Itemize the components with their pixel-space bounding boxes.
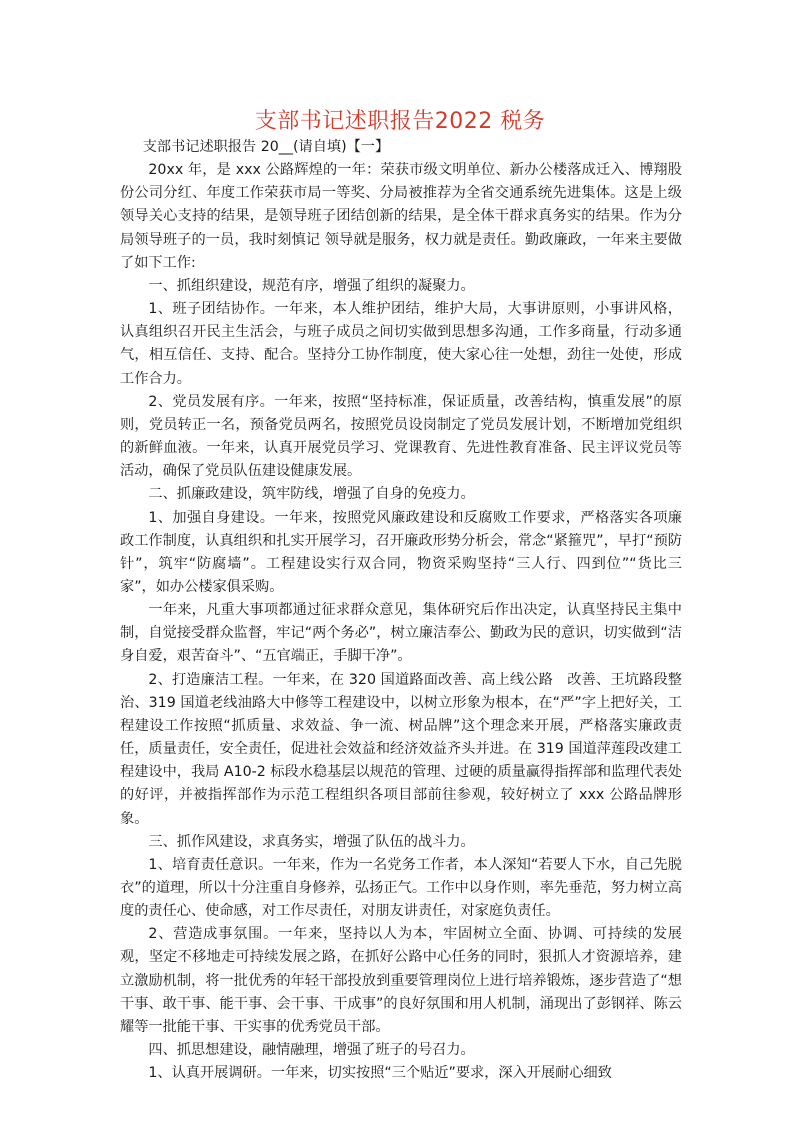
section-heading: 二、抓廉政建设，筑牢防线，增强了自身的免疫力。 <box>148 486 475 503</box>
paragraph: 一年来，凡重大事项都通过征求群众意见，集体研究后作出决定，认真坚持民主集中制，自觉接受群众监督，牢记“两个务必”，树立廉洁奉公、勤政为民的意识，切实做到“洁身自爱，艰苦奋斗”、“五官端正，手脚干净”。 <box>120 602 682 665</box>
document-body <box>120 136 682 1085</box>
paragraph: 1、班子团结协作。一年来，本人维护团结，维护大局，大事讲原则，小事讲风格，认真组织召开民主生活会，与班子成员之间切实做到思想多沟通，工作多商量，行动多通气，相互信任、支持、配合。坚持分工协作制度，使大家心往一处想，劲往一处使，形成工作合力。 <box>120 301 682 387</box>
paragraph: 2、营造成事氛围。一年来，坚持以人为本，牢固树立全面、协调、可持续的发展观，坚定不移地走可持续发展之路，在抓好公路中心任务的同时，狠抓人才资源培养，建立激励机制，将一批优秀的年轻干部投放到重要管理岗位上进行培养锻炼，逐步营造了“想干事、敢干事、能干事、会干事、干成事”的良好氛围和用人机制，涌现出了彭钢祥、陈云耀等一批能干事、干实事的优秀党员干部。 <box>120 926 682 1035</box>
section-heading: 一、抓组织建设，规范有序，增强了组织的凝聚力。 <box>148 277 475 294</box>
paragraph: 1、认真开展调研。一年来，切实按照“三个贴近”要求，深入开展耐心细致 <box>148 1065 612 1082</box>
document-title: 支部书记述职报告2022 税务 <box>254 109 546 134</box>
paragraph: 1、加强自身建设。一年来，按照党风廉政建设和反腐败工作要求，严格落实各项廉政工作制度，认真组织和扎实开展学习，召开廉政形势分析会，常念“紧箍咒”，早打“预防针”，筑牢“防腐墙”。工程建设实行双合同，物资采购坚持“三人行、四到位”“货比三家”，如办公楼家俱采购。 <box>120 509 682 595</box>
report-subtitle: 支部书记述职报告 20__(请自填)【一】 <box>142 139 390 155</box>
section-heading: 三、抓作风建设，求真务实，增强了队伍的战斗力。 <box>148 833 475 850</box>
section-heading: 四、抓思想建设，融情融理，增强了班子的号召力。 <box>148 1042 475 1059</box>
paragraph: 2、党员发展有序。一年来，按照“坚持标准，保证质量，改善结构，慎重发展”的原则，党员转正一名，预备党员两名，按照党员设岗制定了党员发展计划，不断增加党组织的新鲜血液。一年来，认真开展党员学习、党课教育、先进性教育准备、民主评议党员等活动，确保了党员队伍建设健康发展。 <box>120 393 682 480</box>
paragraph: 2、打造廉洁工程。一年来，在 320 国道路面改善、高上线公路 改善、王坑路段整治、319 国道老线油路大中修等工程建设中，以树立形象为根本，在“严”字上把好关，工程建设工作按照“抓质量、求效益、争一流、树品牌”这个理念来开展，严格落实廉政责任，质量责任，安全责任，促进社会效益和经济效益齐头并进。在 319 国道萍莲段改建工程建设中，我局 A10-2 标段水稳基层以规范的管理、过硬的质量赢得指挥部和监理代表处的好评，并被指挥部作为示范工程组织各项目部前往参观，较好树立了 xxx 公路品牌形象。 <box>120 671 682 827</box>
paragraph: 1、培育责任意识。一年来，作为一名党务工作者，本人深知“若要人下水，自己先脱衣”的道理，所以十分注重自身修养，弘扬正气。工作中以身作则，率先垂范，努力树立高度的责任心、使命感，对工作尽责任，对朋友讲责任，对家庭负责任。 <box>120 856 682 920</box>
paragraph: 20xx 年，是 xxx 公路辉煌的一年：荣获市级文明单位、新办公楼落成迁入、博翔股份公司分红、年度工作荣获市局一等奖、分局被推荐为全省交通系统先进集体。这是上级领导关心支持的结果，是领导班子团结创新的结果，是全体干群求真务实的结果。作为分局领导班子的一员，我时刻慎记 领导就是服务，权力就是责任。勤政廉政，一年来主要做了如下工作: <box>120 162 682 271</box>
